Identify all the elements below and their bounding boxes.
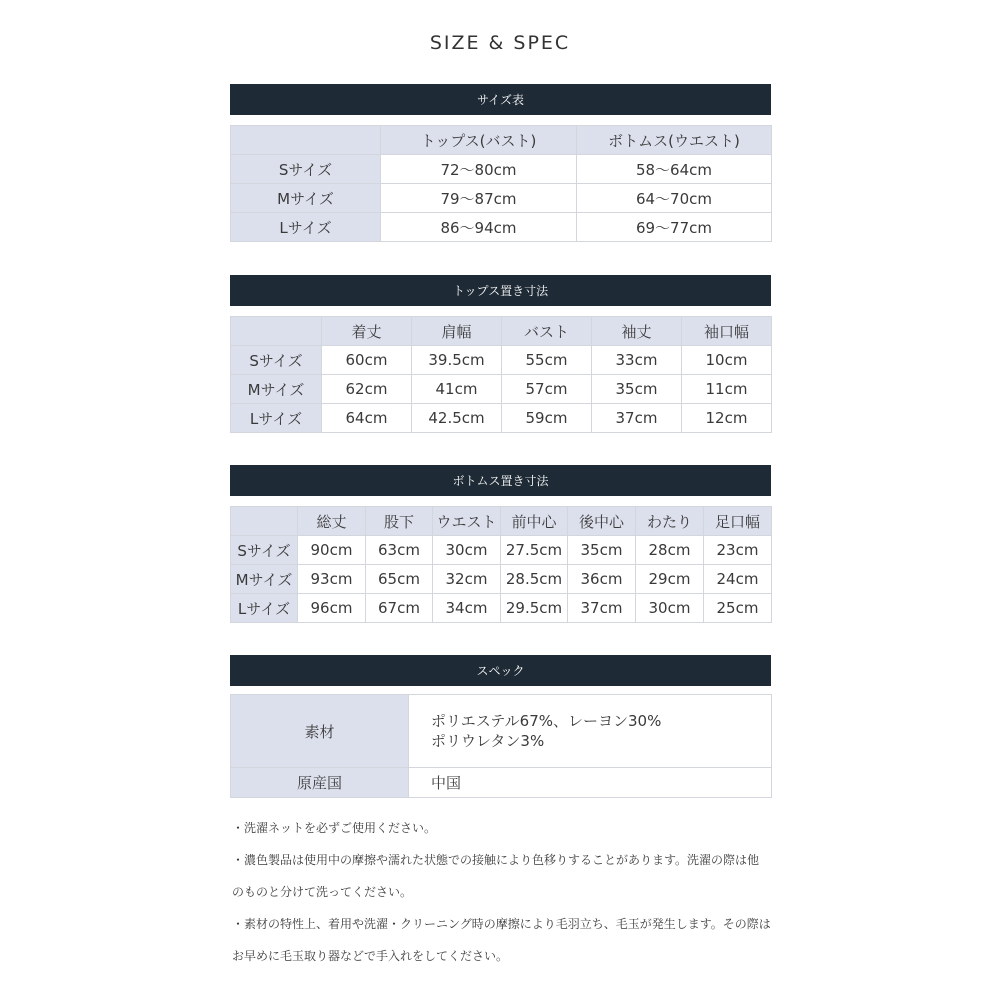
column-header: ウエスト (433, 507, 501, 536)
row-header: Mサイズ (231, 375, 322, 404)
table-row (231, 375, 772, 404)
material-value (409, 695, 772, 768)
column-header: 後中心 (568, 507, 636, 536)
table-cell: 37cm (592, 404, 682, 433)
table-header-row (231, 126, 772, 155)
table-cell: 69〜77cm (577, 213, 772, 242)
note-line: ・洗濯ネットを必ずご使用ください。 (232, 821, 437, 835)
size-table-header: サイズ表 (230, 84, 771, 115)
care-notes (232, 812, 792, 972)
bottoms-table-header: ボトムス置き寸法 (230, 465, 771, 496)
bottoms-table (230, 506, 772, 623)
table-cell: 23cm (704, 536, 772, 565)
row-header: Lサイズ (231, 404, 322, 433)
table-cell: 86〜94cm (381, 213, 577, 242)
table-cell: 29.5cm (501, 594, 568, 623)
column-header: 袖丈 (592, 317, 682, 346)
column-header: 足口幅 (704, 507, 772, 536)
row-header: Sサイズ (231, 346, 322, 375)
spec-table-header: スペック (230, 655, 771, 686)
size-table (230, 125, 772, 242)
table-cell: 30cm (636, 594, 704, 623)
origin-value: 中国 (409, 768, 772, 798)
table-cell: 36cm (568, 565, 636, 594)
table-cell: 35cm (568, 536, 636, 565)
table-cell: 42.5cm (412, 404, 502, 433)
table-cell: 90cm (298, 536, 366, 565)
table-cell: 28cm (636, 536, 704, 565)
column-header: ボトムス(ウエスト) (577, 126, 772, 155)
table-cell: 39.5cm (412, 346, 502, 375)
column-header: バスト (502, 317, 592, 346)
table-cell: 67cm (366, 594, 433, 623)
table-header-row (231, 507, 772, 536)
row-header: Sサイズ (231, 155, 381, 184)
table-cell: 59cm (502, 404, 592, 433)
table-cell: 72〜80cm (381, 155, 577, 184)
corner-cell (231, 126, 381, 155)
table-row (231, 346, 772, 375)
table-row (231, 404, 772, 433)
corner-cell (231, 317, 322, 346)
table-cell: 30cm (433, 536, 501, 565)
table-row (231, 155, 772, 184)
table-header-row (231, 317, 772, 346)
table-row (231, 768, 772, 798)
table-row (231, 594, 772, 623)
table-cell: 32cm (433, 565, 501, 594)
row-header: Sサイズ (231, 536, 298, 565)
table-cell: 29cm (636, 565, 704, 594)
row-header: 素材 (231, 695, 409, 768)
row-header: Mサイズ (231, 184, 381, 213)
table-row (231, 536, 772, 565)
table-cell: 41cm (412, 375, 502, 404)
table-cell: 65cm (366, 565, 433, 594)
column-header: 袖口幅 (682, 317, 772, 346)
note-line: ・素材の特性上、着用や洗濯・クリーニング時の摩擦により毛羽立ち、毛玉が発生します。その際は (232, 917, 771, 931)
table-cell: 28.5cm (501, 565, 568, 594)
table-cell: 24cm (704, 565, 772, 594)
table-row (231, 184, 772, 213)
note-line: ・濃色製品は使用中の摩擦や濡れた状態での接触により色移りすることがあります。洗濯の際は他 (232, 853, 760, 867)
table-row (231, 565, 772, 594)
table-cell: 79〜87cm (381, 184, 577, 213)
column-header: トップス(バスト) (381, 126, 577, 155)
column-header: 総丈 (298, 507, 366, 536)
column-header: 着丈 (322, 317, 412, 346)
table-row (231, 213, 772, 242)
table-cell: 57cm (502, 375, 592, 404)
table-cell: 11cm (682, 375, 772, 404)
table-cell: 34cm (433, 594, 501, 623)
table-cell: 60cm (322, 346, 412, 375)
table-cell: 10cm (682, 346, 772, 375)
note-line: のものと分けて洗ってください。 (232, 885, 413, 899)
table-cell: 62cm (322, 375, 412, 404)
table-cell: 58〜64cm (577, 155, 772, 184)
column-header: 肩幅 (412, 317, 502, 346)
material-line: ポリエステル67%、レーヨン30% (431, 712, 662, 730)
table-cell: 64〜70cm (577, 184, 772, 213)
table-cell: 33cm (592, 346, 682, 375)
row-header: Lサイズ (231, 213, 381, 242)
row-header: Mサイズ (231, 565, 298, 594)
spec-table (230, 694, 772, 798)
table-cell: 25cm (704, 594, 772, 623)
table-cell: 64cm (322, 404, 412, 433)
table-cell: 55cm (502, 346, 592, 375)
column-header: わたり (636, 507, 704, 536)
table-cell: 93cm (298, 565, 366, 594)
table-cell: 12cm (682, 404, 772, 433)
page-title: SIZE & SPEC (429, 32, 571, 54)
note-line: お早めに毛玉取り器などで手入れをしてください。 (232, 949, 509, 963)
table-cell: 35cm (592, 375, 682, 404)
table-cell: 63cm (366, 536, 433, 565)
column-header: 股下 (366, 507, 433, 536)
tops-table-header: トップス置き寸法 (230, 275, 771, 306)
material-line: ポリウレタン3% (431, 732, 545, 750)
table-cell: 96cm (298, 594, 366, 623)
tops-table (230, 316, 772, 433)
corner-cell (231, 507, 298, 536)
row-header: Lサイズ (231, 594, 298, 623)
table-cell: 37cm (568, 594, 636, 623)
row-header: 原産国 (231, 768, 409, 798)
table-row (231, 695, 772, 768)
column-header: 前中心 (501, 507, 568, 536)
table-cell: 27.5cm (501, 536, 568, 565)
